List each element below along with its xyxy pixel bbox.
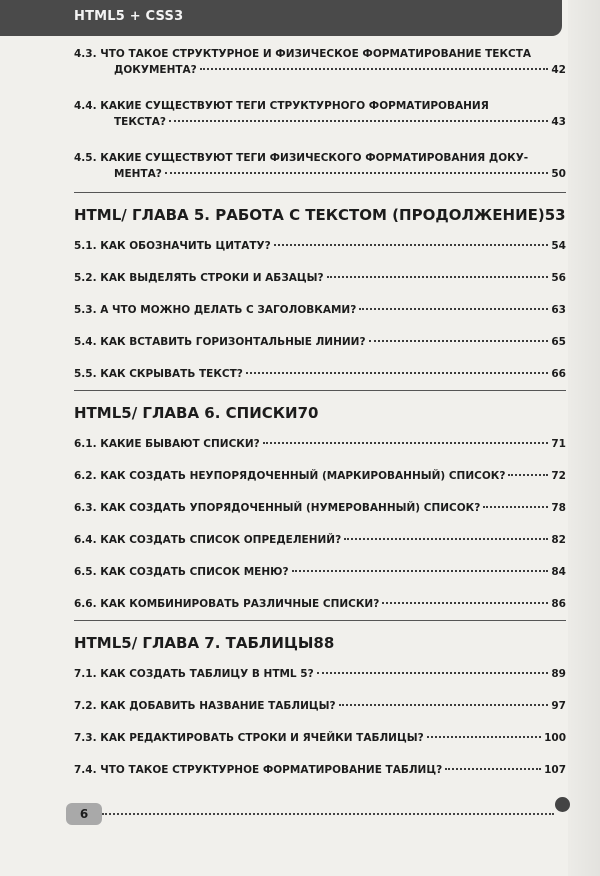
running-header xyxy=(0,0,562,36)
footer-dot xyxy=(555,797,570,812)
toc-entry xyxy=(74,532,566,548)
page-edge xyxy=(568,0,600,876)
entry-text: 4.4. КАКИЕ СУЩЕСТВУЮТ ТЕГИ СТРУКТУРНОГО ФОРМАТИРОВАНИЯ xyxy=(74,100,489,112)
section-divider xyxy=(74,620,566,621)
entry-text: 7.3. КАК РЕДАКТИРОВАТЬ СТРОКИ И ЯЧЕЙКИ ТАБЛИЦЫ? xyxy=(74,732,424,744)
leader-dots xyxy=(246,372,548,374)
leader-dots xyxy=(483,506,548,508)
entry-text: 5.4. КАК ВСТАВИТЬ ГОРИЗОНТАЛЬНЫЕ ЛИНИИ? xyxy=(74,336,366,348)
toc-entry xyxy=(74,698,566,714)
chapter-heading xyxy=(74,204,566,226)
leader-dots xyxy=(274,244,549,246)
entry-text: 4.5. КАКИЕ СУЩЕСТВУЮТ ТЕГИ ФИЗИЧЕСКОГО ФОРМАТИРОВАНИЯ ДОКУ- xyxy=(74,152,529,164)
entry-text: 7.1. КАК СОЗДАТЬ ТАБЛИЦУ В HTML 5? xyxy=(74,668,314,680)
toc-entry xyxy=(74,98,566,130)
chapter-heading xyxy=(74,632,566,654)
entry-page: 97 xyxy=(551,700,566,712)
page-number-badge xyxy=(66,803,102,825)
toc-entry xyxy=(74,150,566,182)
entry-text: 5.1. КАК ОБОЗНАЧИТЬ ЦИТАТУ? xyxy=(74,240,271,252)
leader-dots xyxy=(445,768,541,770)
entry-page: 43 xyxy=(551,116,566,128)
entry-page: 78 xyxy=(551,502,566,514)
entry-page: 65 xyxy=(551,336,566,348)
leader-dots xyxy=(344,538,548,540)
entry-text: 6.5. КАК СОЗДАТЬ СПИСОК МЕНЮ? xyxy=(74,566,289,578)
section-divider xyxy=(74,192,566,193)
entry-text: ДОКУМЕНТА? xyxy=(114,64,197,76)
page-number: 6 xyxy=(79,807,89,821)
entry-text: МЕНТА? xyxy=(114,168,162,180)
leader-dots xyxy=(165,172,549,174)
entry-page: 54 xyxy=(551,240,566,252)
entry-text: 4.3. ЧТО ТАКОЕ СТРУКТУРНОЕ И ФИЗИЧЕСКОЕ ФОРМАТИРОВАНИЕ ТЕКСТА xyxy=(74,48,532,60)
chapter-title: HTML5/ ГЛАВА 6. СПИСКИ xyxy=(74,404,298,422)
entry-text: 5.3. А ЧТО МОЖНО ДЕЛАТЬ С ЗАГОЛОВКАМИ? xyxy=(74,304,357,316)
entry-text: 6.6. КАК КОМБИНИРОВАТЬ РАЗЛИЧНЫЕ СПИСКИ? xyxy=(74,598,380,610)
entry-text: 7.4. ЧТО ТАКОЕ СТРУКТУРНОЕ ФОРМАТИРОВАНИЕ ТАБЛИЦ? xyxy=(74,764,443,776)
toc-entry xyxy=(74,564,566,580)
entry-text: 7.2. КАК ДОБАВИТЬ НАЗВАНИЕ ТАБЛИЦЫ? xyxy=(74,700,336,712)
entry-page: 72 xyxy=(551,470,566,482)
entry-page: 66 xyxy=(551,368,566,380)
chapter-heading xyxy=(74,402,566,424)
chapter-page: 88 xyxy=(313,634,335,652)
chapter-page: 70 xyxy=(297,404,319,422)
toc-entry xyxy=(74,366,566,382)
footer-dotted-line xyxy=(102,813,554,815)
entry-page: 86 xyxy=(551,598,566,610)
leader-dots xyxy=(292,570,549,572)
entry-text: ТЕКСТА? xyxy=(114,116,167,128)
toc-entry xyxy=(74,596,566,612)
entry-page: 107 xyxy=(544,764,566,776)
entry-text: 6.1. КАКИЕ БЫВАЮТ СПИСКИ? xyxy=(74,438,260,450)
leader-dots xyxy=(317,672,549,674)
entry-text: 5.5. КАК СКРЫВАТЬ ТЕКСТ? xyxy=(74,368,243,380)
leader-dots xyxy=(427,736,541,738)
leader-dots xyxy=(508,474,548,476)
toc-entry xyxy=(74,730,566,746)
entry-page: 100 xyxy=(544,732,566,744)
entry-page: 63 xyxy=(551,304,566,316)
toc-entry xyxy=(74,46,566,78)
toc-entry xyxy=(74,500,566,516)
entry-page: 71 xyxy=(551,438,566,450)
entry-page: 84 xyxy=(551,566,566,578)
leader-dots xyxy=(169,120,548,122)
entry-text: 6.4. КАК СОЗДАТЬ СПИСОК ОПРЕДЕЛЕНИЙ? xyxy=(74,534,342,546)
toc-entry xyxy=(74,270,566,286)
leader-dots xyxy=(200,68,549,70)
toc-entry xyxy=(74,302,566,318)
leader-dots xyxy=(339,704,549,706)
leader-dots xyxy=(263,442,549,444)
toc-entry xyxy=(74,238,566,254)
chapter-title: HTML5/ ГЛАВА 7. ТАБЛИЦЫ xyxy=(74,634,314,652)
entry-page: 42 xyxy=(551,64,566,76)
toc-entry xyxy=(74,334,566,350)
entry-page: 89 xyxy=(551,668,566,680)
leader-dots xyxy=(359,308,548,310)
leader-dots xyxy=(382,602,548,604)
entry-text: 6.3. КАК СОЗДАТЬ УПОРЯДОЧЕННЫЙ (НУМЕРОВАННЫЙ) СПИСОК? xyxy=(74,502,481,514)
entry-text: 5.2. КАК ВЫДЕЛЯТЬ СТРОКИ И АБЗАЦЫ? xyxy=(74,272,324,284)
toc-entry xyxy=(74,762,566,778)
entry-page: 56 xyxy=(551,272,566,284)
toc-entry xyxy=(74,436,566,452)
entry-page: 50 xyxy=(551,168,566,180)
section-divider xyxy=(74,390,566,391)
entry-text: 6.2. КАК СОЗДАТЬ НЕУПОРЯДОЧЕННЫЙ (МАРКИРОВАННЫЙ) СПИСОК? xyxy=(74,470,506,482)
leader-dots xyxy=(327,276,549,278)
chapter-title: HTML/ ГЛАВА 5. РАБОТА С ТЕКСТОМ (ПРОДОЛЖЕНИЕ) xyxy=(74,206,545,224)
header-title: HTML5 + CSS3 xyxy=(74,9,184,24)
entry-page: 82 xyxy=(551,534,566,546)
toc-entry xyxy=(74,468,566,484)
leader-dots xyxy=(369,340,549,342)
toc-entry xyxy=(74,666,566,682)
chapter-page: 53 xyxy=(544,206,566,224)
